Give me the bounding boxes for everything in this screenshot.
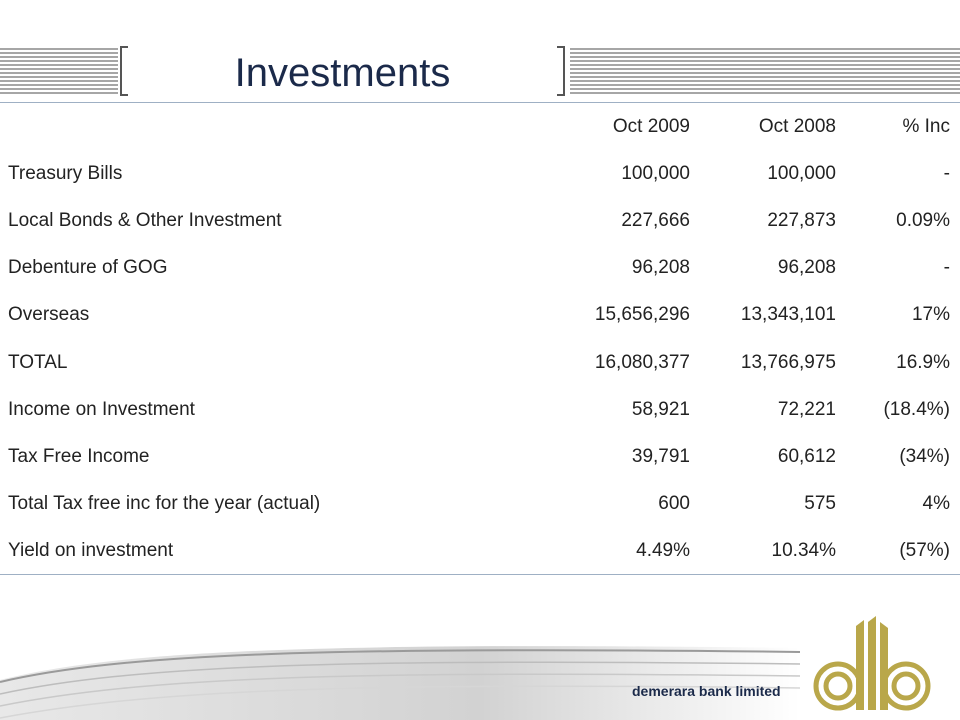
row-label: Tax Free Income bbox=[8, 445, 150, 467]
row-label: Local Bonds & Other Investment bbox=[8, 209, 282, 231]
pct-inc-cell: - bbox=[943, 257, 950, 279]
pct-inc-cell: 4% bbox=[922, 493, 950, 515]
demerara-bank-logo-icon bbox=[810, 612, 938, 720]
pct-inc-cell: (34%) bbox=[899, 445, 950, 467]
oct-2008-cell: 72,221 bbox=[777, 398, 836, 420]
oct-2008-cell: 60,612 bbox=[777, 445, 836, 467]
oct-2008-cell: 10.34% bbox=[771, 540, 836, 562]
header-stripes-right bbox=[570, 48, 960, 94]
oct-2009-cell: 227,666 bbox=[621, 209, 690, 231]
oct-2008-cell: 575 bbox=[804, 493, 836, 515]
row-label: Total Tax free inc for the year (actual) bbox=[8, 493, 321, 515]
oct-2009-cell: 39,791 bbox=[631, 445, 690, 467]
row-label: Overseas bbox=[8, 304, 90, 326]
oct-2008-cell: 227,873 bbox=[767, 209, 836, 231]
row-label: Income on Investment bbox=[8, 398, 195, 420]
table-row bbox=[0, 197, 960, 244]
row-label: TOTAL bbox=[8, 351, 68, 373]
investments-table-container bbox=[0, 102, 960, 575]
table-row bbox=[0, 433, 960, 480]
table-row bbox=[0, 150, 960, 197]
pct-inc-cell: 17% bbox=[911, 304, 950, 326]
oct-2008-cell: 13,343,101 bbox=[740, 304, 836, 326]
table-row bbox=[0, 528, 960, 575]
table-row bbox=[0, 386, 960, 433]
pct-inc-cell: (18.4%) bbox=[883, 398, 950, 420]
table-row bbox=[0, 481, 960, 528]
column-header-oct-2009: Oct 2009 bbox=[612, 115, 690, 137]
bank-name-footer: demerara bank limited bbox=[632, 683, 781, 699]
pct-inc-cell: - bbox=[943, 162, 950, 184]
title-bracket-left bbox=[120, 46, 128, 96]
oct-2009-cell: 600 bbox=[658, 493, 690, 515]
oct-2009-cell: 100,000 bbox=[621, 162, 690, 184]
row-label: Yield on investment bbox=[8, 540, 174, 562]
oct-2009-cell: 4.49% bbox=[636, 540, 690, 562]
pct-inc-cell: 16.9% bbox=[896, 351, 950, 373]
title-bracket-right bbox=[557, 46, 565, 96]
oct-2009-cell: 58,921 bbox=[631, 398, 690, 420]
table-header-row bbox=[0, 103, 960, 150]
oct-2009-cell: 15,656,296 bbox=[594, 304, 690, 326]
oct-2008-cell: 13,766,975 bbox=[740, 351, 836, 373]
header-stripes-left bbox=[0, 48, 118, 94]
column-header-oct-2008: Oct 2008 bbox=[758, 115, 836, 137]
table-row bbox=[0, 245, 960, 292]
table-row bbox=[0, 292, 960, 339]
slide-title: Investments bbox=[234, 51, 451, 95]
pct-inc-cell: 0.09% bbox=[896, 209, 950, 231]
column-header-label bbox=[0, 103, 418, 150]
investments-table bbox=[0, 103, 960, 575]
table-row bbox=[0, 339, 960, 386]
oct-2008-cell: 96,208 bbox=[777, 257, 836, 279]
column-header-pct-inc: % Inc bbox=[902, 115, 950, 137]
row-label: Treasury Bills bbox=[8, 162, 123, 184]
pct-inc-cell: (57%) bbox=[899, 540, 950, 562]
oct-2009-cell: 16,080,377 bbox=[594, 351, 690, 373]
oct-2008-cell: 100,000 bbox=[767, 162, 836, 184]
row-label: Debenture of GOG bbox=[8, 257, 168, 279]
oct-2009-cell: 96,208 bbox=[631, 257, 690, 279]
